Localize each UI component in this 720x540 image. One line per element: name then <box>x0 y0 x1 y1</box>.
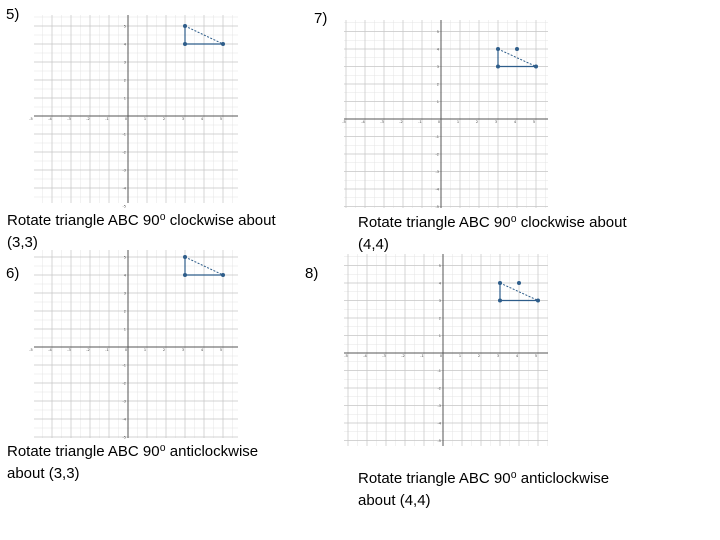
y-tick-label: 4 <box>438 281 441 286</box>
y-tick-label: -2 <box>435 152 439 157</box>
y-tick-label: -5 <box>122 204 126 209</box>
x-tick-label: 2 <box>162 117 166 121</box>
y-tick-label: 3 <box>436 65 439 69</box>
x-tick-label: -5 <box>29 117 33 121</box>
y-tick-label: -2 <box>437 386 441 391</box>
minor-grid <box>34 15 238 203</box>
x-tick-label: 4 <box>200 117 204 121</box>
y-tick-label: -5 <box>437 439 441 443</box>
y-tick-label: -1 <box>435 135 439 139</box>
extra-point <box>515 47 519 51</box>
y-tick-label: 2 <box>123 309 126 314</box>
x-tick-label: -5 <box>342 120 346 124</box>
x-tick-label: 0 <box>124 348 128 352</box>
question-number-6: 6) <box>6 265 20 282</box>
triangle-vertex-c <box>534 65 538 69</box>
triangle-vertex-b <box>496 65 500 69</box>
y-tick-label: -4 <box>435 187 439 192</box>
x-tick-label: 4 <box>515 354 519 358</box>
coordinate-grid-7 <box>344 20 548 208</box>
instruction-6-line1: Rotate triangle ABC 90⁰ anticlockwise <box>7 443 259 460</box>
x-tick-label: -5 <box>344 354 348 358</box>
x-tick-label: 4 <box>513 120 517 124</box>
triangle-vertex-a <box>183 24 187 28</box>
y-tick-label: -3 <box>437 404 441 408</box>
x-tick-label: -1 <box>105 117 109 121</box>
x-tick-label: 5 <box>219 117 223 121</box>
x-tick-label: -4 <box>363 354 367 358</box>
major-grid <box>34 15 238 203</box>
x-tick-label: -2 <box>86 117 90 121</box>
coordinate-grid-5 <box>29 15 238 209</box>
instruction-7 <box>358 212 698 256</box>
x-tick-label: 0 <box>439 354 443 358</box>
x-tick-label: 5 <box>532 120 536 124</box>
x-tick-label: -1 <box>418 120 422 124</box>
y-tick-label: -1 <box>437 369 441 373</box>
instruction-5-line1: Rotate triangle ABC 90⁰ clockwise about <box>7 212 276 229</box>
x-tick-label: 1 <box>458 354 462 358</box>
instruction-8-line1: Rotate triangle ABC 90⁰ anticlockwise <box>358 470 610 487</box>
y-tick-label: -1 <box>122 132 126 137</box>
coordinate-grid-6 <box>29 250 238 440</box>
instruction-6 <box>7 441 327 485</box>
y-tick-label: 2 <box>123 78 126 83</box>
triangle-vertex-c <box>221 42 225 46</box>
y-tick-label: -1 <box>122 363 126 368</box>
y-tick-label: -3 <box>122 399 126 404</box>
y-tick-label: 4 <box>436 47 439 52</box>
triangle-vertex-b <box>498 299 502 303</box>
y-tick-label: -4 <box>122 417 126 422</box>
x-tick-label: -4 <box>48 117 52 121</box>
y-tick-label: 1 <box>123 96 126 101</box>
triangle-vertex-b <box>183 42 187 46</box>
y-tick-label: 5 <box>436 30 439 34</box>
x-tick-label: 0 <box>437 120 441 124</box>
x-tick-label: 3 <box>181 117 185 121</box>
triangle-vertex-c <box>221 273 225 277</box>
y-tick-label: -2 <box>122 381 126 386</box>
x-tick-label: -3 <box>382 354 386 358</box>
y-tick-label: 1 <box>123 327 126 332</box>
triangle-vertex-a <box>183 255 187 259</box>
x-tick-label: 3 <box>496 354 500 358</box>
x-tick-label: -3 <box>67 348 71 352</box>
y-tick-label: -3 <box>122 168 126 173</box>
y-tick-label: 3 <box>123 60 126 65</box>
coordinate-grid-8 <box>344 254 548 446</box>
question-number-5: 5) <box>6 6 20 23</box>
x-tick-label: -2 <box>86 348 90 352</box>
x-tick-label: -1 <box>105 348 109 352</box>
x-tick-label: -3 <box>67 117 71 121</box>
extra-point <box>517 281 521 285</box>
y-tick-label: -3 <box>435 170 439 174</box>
x-tick-label: 1 <box>456 120 460 124</box>
question-number-8: 8) <box>305 265 319 282</box>
instruction-8 <box>358 468 698 512</box>
y-tick-label: 1 <box>438 334 441 338</box>
x-tick-label: -2 <box>399 120 403 124</box>
y-tick-label: -5 <box>122 435 126 440</box>
y-tick-label: -5 <box>435 205 439 209</box>
x-tick-label: -3 <box>380 120 384 124</box>
y-tick-label: 3 <box>438 299 441 303</box>
y-tick-label: 5 <box>123 255 126 260</box>
y-tick-label: -2 <box>122 150 126 155</box>
x-tick-label: -5 <box>29 348 33 352</box>
y-tick-label: 5 <box>123 24 126 29</box>
x-tick-label: 3 <box>494 120 498 124</box>
x-tick-label: -4 <box>361 120 365 124</box>
x-tick-label: 2 <box>475 120 479 124</box>
x-tick-label: -1 <box>420 354 424 358</box>
instruction-5-line2: (3,3) <box>7 234 38 251</box>
x-tick-label: 1 <box>143 117 147 121</box>
x-tick-label: -4 <box>48 348 52 352</box>
triangle-vertex-a <box>498 281 502 285</box>
x-tick-label: -2 <box>401 354 405 358</box>
triangle-vertex-c <box>536 299 540 303</box>
x-tick-label: 0 <box>124 117 128 121</box>
y-tick-label: -4 <box>437 421 441 426</box>
x-tick-label: 5 <box>534 354 538 358</box>
y-tick-label: 4 <box>123 273 126 278</box>
instruction-7-line1: Rotate triangle ABC 90⁰ clockwise about <box>358 214 627 231</box>
y-tick-label: 2 <box>438 316 441 321</box>
instruction-5 <box>7 210 327 254</box>
instruction-6-line2: about (3,3) <box>7 465 80 482</box>
instruction-7-line2: (4,4) <box>358 236 389 253</box>
y-tick-label: -4 <box>122 186 126 191</box>
triangle-vertex-b <box>183 273 187 277</box>
x-tick-label: 2 <box>477 354 481 358</box>
y-tick-label: 1 <box>436 100 439 104</box>
triangle-vertex-a <box>496 47 500 51</box>
x-tick-label: 4 <box>200 348 204 352</box>
y-tick-label: 2 <box>436 82 439 87</box>
y-tick-label: 4 <box>123 42 126 47</box>
x-tick-label: 1 <box>143 348 147 352</box>
y-tick-label: 5 <box>438 264 441 268</box>
instruction-8-line2: about (4,4) <box>358 492 431 509</box>
x-tick-label: 2 <box>162 348 166 352</box>
x-tick-label: 3 <box>181 348 185 352</box>
question-number-7: 7) <box>314 10 328 27</box>
minor-grid <box>34 250 238 438</box>
y-tick-label: 3 <box>123 291 126 296</box>
x-tick-label: 5 <box>219 348 223 352</box>
